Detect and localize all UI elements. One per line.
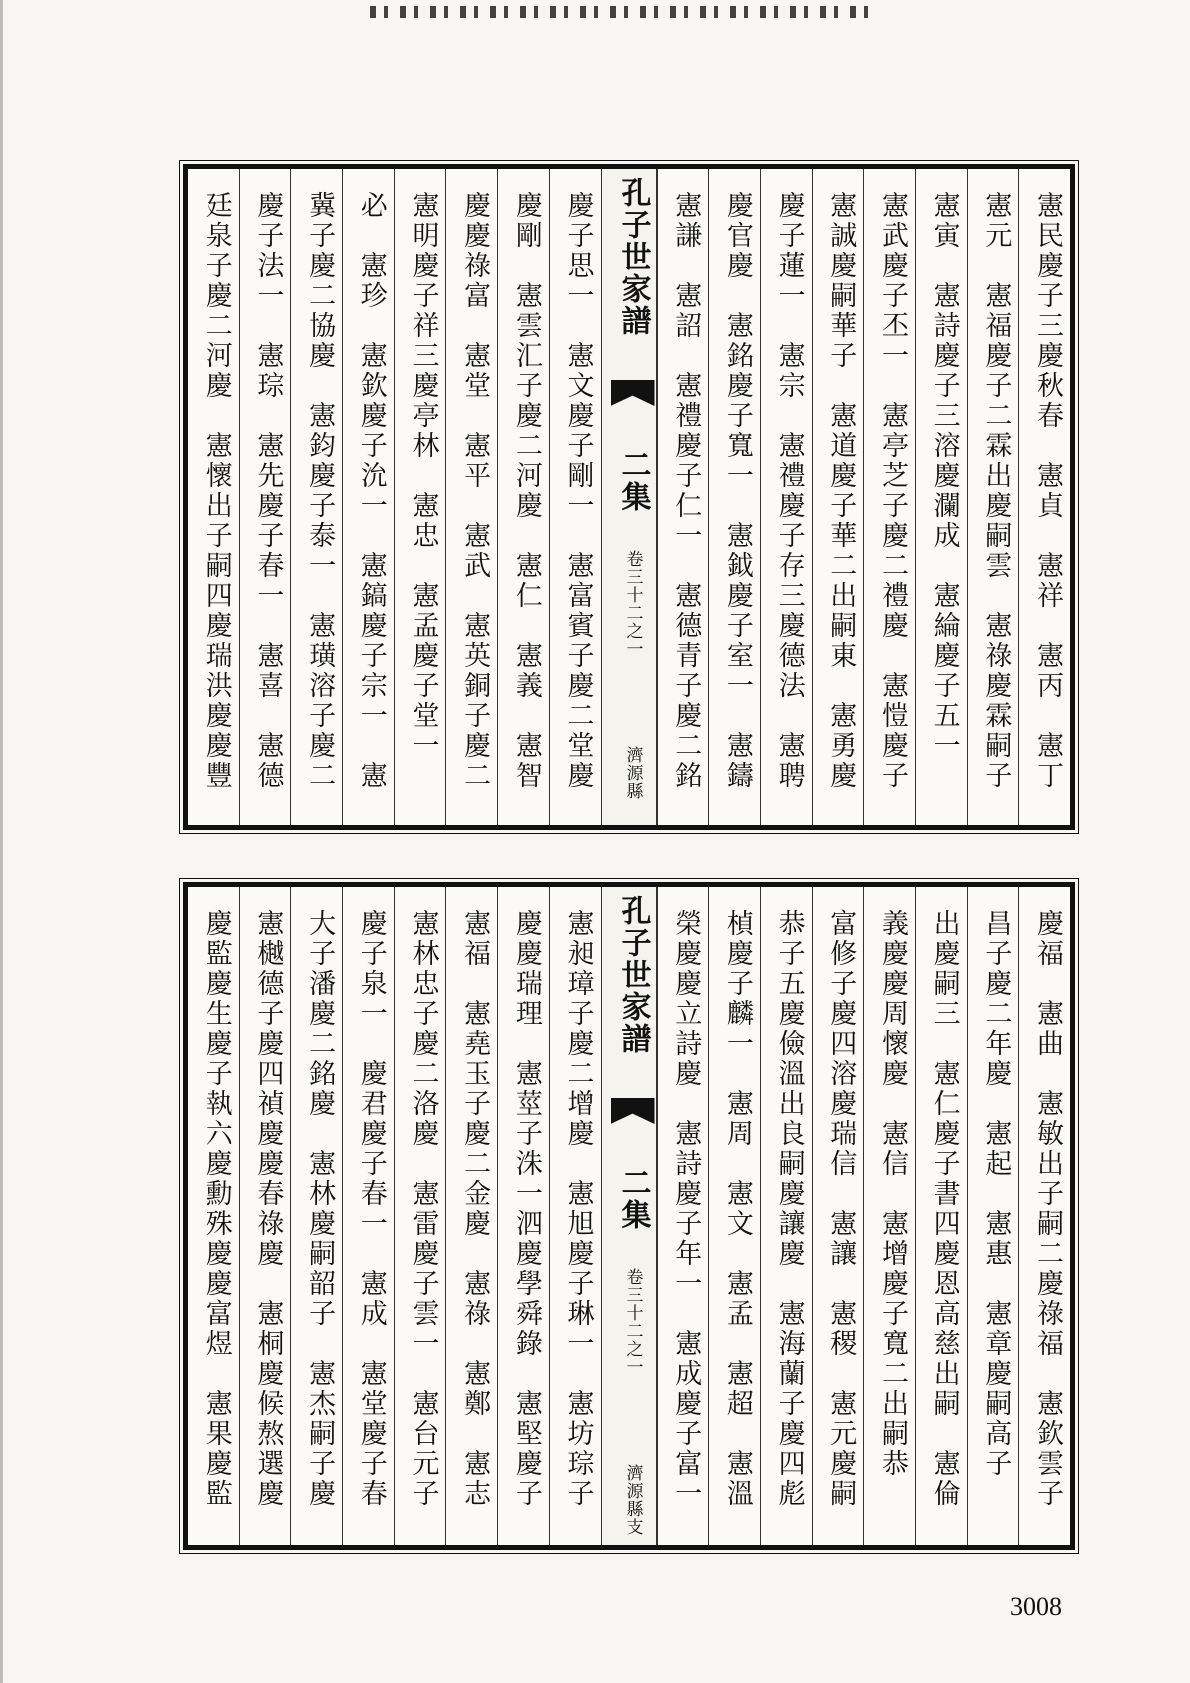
text-column: 慶慶祿富 憲堂 憲平 憲武 憲英銅子慶二 [445,169,497,825]
fold-mark-icon [611,1098,655,1124]
text-column: 必 憲珍 憲欽慶子沇一 憲鎬慶子宗一 憲 [342,169,394,825]
page-edge-line [0,0,3,1683]
top-scan-band [370,6,870,18]
chapter-label: 卷三十二之一 [622,1268,643,1376]
text-column: 慶監慶生慶子執六慶勳殊慶慶富煜 憲果慶監 [200,909,232,1509]
text-column: 恭子五慶儉溫出良嗣慶讓慶 憲海蘭子慶四彪 [760,887,812,1545]
chapter-label: 卷三十二之一 [622,550,643,658]
text-column: 慶官慶 憲銘慶子寬一 憲鉞慶子室一 憲鑄 [708,169,760,825]
text-column: 憲樾德子慶四禎慶慶春祿慶 憲桐慶候熬選慶 [239,887,291,1545]
genealogy-page-87 [183,882,1075,1550]
text-column: 大子潘慶二銘慶 憲林慶嗣韶子 憲杰嗣子慶 [290,887,342,1545]
text-column: 慶慶瑞理 憲莖子洙一泗慶學舜錄 憲堅慶子 [497,887,549,1545]
branch-label: 濟源縣支 [622,1464,643,1536]
text-column: 慶剛 憲雲汇子慶二河慶 憲仁 憲義 憲智 [497,169,549,825]
center-margin-column [601,169,657,825]
volume-label: 二集 [615,449,651,513]
text-column: 慶子思一 憲文慶子剛一 憲富賓子慶二堂慶 [549,169,601,825]
text-column: 憲明慶子祥三慶亭林 憲忠 憲孟慶子堂一 [394,169,446,825]
text-column: 憲誠慶嗣華子 憲道慶子華二出嗣東 憲勇慶 [812,169,864,825]
text-column: 出慶嗣三 憲仁慶子書四慶恩高慈出嗣 憲倫 [915,887,967,1545]
text-column: 昌子慶二年慶 憲起 憲惠 憲章慶嗣高子 [967,887,1019,1545]
book-title: 孔子世家譜 [615,177,651,337]
text-column: 慶子法一 憲琮 憲先慶子春一 憲喜 憲德 [239,169,291,825]
page-number: 3008 [1010,1592,1062,1621]
text-column: 慶子蓮一 憲宗 憲禮慶子存三慶德法 憲聘 [760,169,812,825]
book-title: 孔子世家譜 [615,895,651,1055]
branch-label: 濟源縣 [622,746,643,800]
text-column: 廷泉子慶二河慶 憲懷出子嗣四慶瑞洪慶慶豐 [200,191,232,791]
text-column: 慶福 憲曲 憲敏出子嗣二慶祿福 憲欽雲子 [1018,887,1070,1545]
text-column: 慶子泉一 慶君慶子春一 憲成 憲堂慶子春 [342,887,394,1545]
text-column: 冀子慶二協慶 憲鈞慶子泰一 憲璜溶子慶二 [290,169,342,825]
text-column: 富修子慶四溶慶瑞信 憲讓 憲稷 憲元慶嗣 [812,887,864,1545]
text-column: 榮慶慶立詩慶 憲詩慶子年一 憲成慶子富一 [657,887,709,1545]
center-margin-column [601,887,657,1545]
volume-label: 二集 [615,1167,651,1231]
text-column: 憲林忠子慶二洛慶 憲雷慶子雲一 憲台元子 [394,887,446,1545]
text-column: 憲武慶子丕一 憲亭芝子慶二禮慶 憲愷慶子 [863,169,915,825]
text-column: 楨慶子麟一 憲周 憲文 憲孟 憲超 憲溫 [708,887,760,1545]
text-column: 憲寅 憲詩慶子三溶慶瀾成 憲綸慶子五一 [915,169,967,825]
fold-mark-icon [611,380,655,406]
text-column: 憲民慶子三慶秋春 憲貞 憲祥 憲丙 憲丁 [1018,169,1070,825]
text-column: 憲福 憲堯玉子慶二金慶 憲祿 憲鄭 憲志 [445,887,497,1545]
text-column: 憲謙 憲詔 憲禮慶子仁一 憲德青子慶二銘 [657,169,709,825]
text-column: 憲元 憲福慶子二霖出慶嗣雲 憲祿慶霖嗣子 [967,169,1019,825]
text-column: 義慶慶周懷慶 憲信 憲增慶子寬二出嗣恭 [863,887,915,1545]
genealogy-page-86 [183,164,1075,830]
text-column: 憲昶璋子慶二增慶 憲旭慶子琳一 憲坊琮子 [549,887,601,1545]
